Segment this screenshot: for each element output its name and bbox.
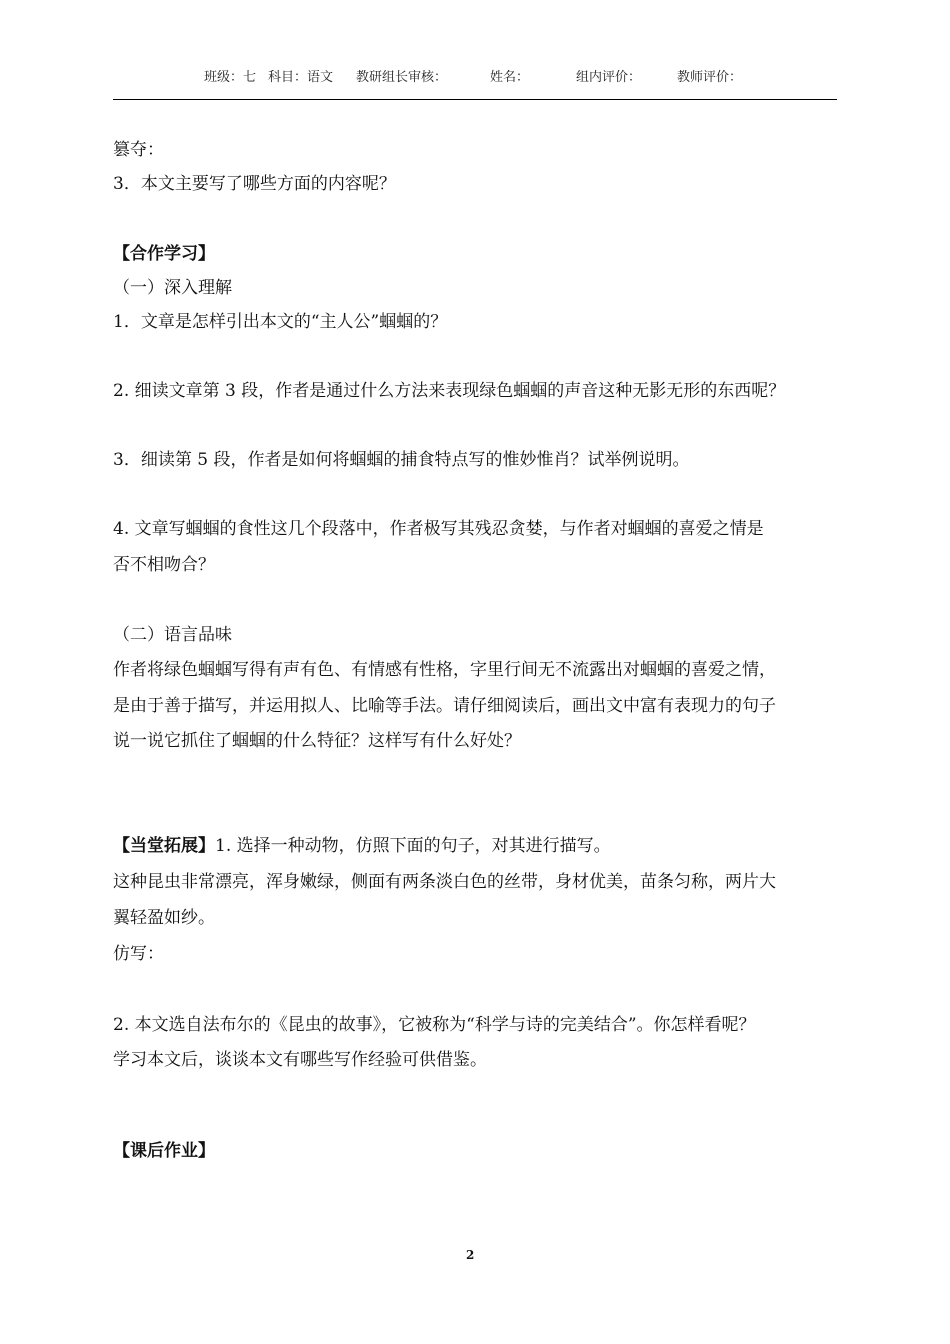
section-title-homework: 【课后作业】 xyxy=(113,1141,215,1161)
question: 2. 细读文章第 3 段，作者是通过什么方法来表现绿色蝈蝈的声音这种无影无形的东西呢？ xyxy=(113,381,786,401)
extension-question: 1. 选择一种动物，仿照下面的句子，对其进行描写。 xyxy=(215,836,611,856)
question: 4. 文章写蝈蝈的食性这几个段落中，作者极写其残忍贪婪，与作者对蝈蝈的喜爱之情是 xyxy=(113,519,764,539)
subsection-title: （一）深入理解 xyxy=(113,278,232,298)
text-line: 3．本文主要写了哪些方面的内容呢？ xyxy=(113,174,396,194)
extension-heading-line xyxy=(113,834,611,858)
subsection-title: （二）语言品味 xyxy=(113,625,232,645)
extension-question: 2. 本文选自法布尔的《昆虫的故事》，它被称为“科学与诗的完美结合”。你怎样看呢？ xyxy=(113,1015,756,1035)
group-eval-label: 组内评价： xyxy=(576,70,642,85)
imitate-label: 仿写： xyxy=(113,944,164,964)
paragraph-line: 说一说它抓住了蝈蝈的什么特征？这样写有什么好处？ xyxy=(113,731,521,751)
question: 3．细读第 5 段，作者是如何将蝈蝈的捕食特点写的惟妙惟肖？试举例说明。 xyxy=(113,450,690,470)
section-title-cooperative: 【合作学习】 xyxy=(113,244,215,264)
page-number: 2 xyxy=(466,1248,475,1262)
paragraph-line: 作者将绿色蝈蝈写得有声有色、有情感有性格，字里行间无不流露出对蝈蝈的喜爱之情， xyxy=(113,660,776,680)
example-sentence-continued: 翼轻盈如纱。 xyxy=(113,908,215,928)
extension-question: 学习本文后，谈谈本文有哪些写作经验可供借鉴。 xyxy=(113,1050,487,1070)
subject-label: 科目：语文 xyxy=(268,70,334,85)
section-title-extension: 【当堂拓展】 xyxy=(113,836,215,856)
name-label: 姓名： xyxy=(490,70,530,85)
teacher-eval-label: 教师评价： xyxy=(677,70,743,85)
question: 1．文章是怎样引出本文的“主人公”蝈蝈的？ xyxy=(113,312,448,332)
question-continued: 否不相吻合？ xyxy=(113,555,215,575)
reviewer-label: 教研组长审核： xyxy=(356,70,448,85)
header-divider xyxy=(113,99,837,100)
class-label: 班级：七 xyxy=(204,70,257,85)
example-sentence: 这种昆虫非常漂亮，浑身嫩绿，侧面有两条淡白色的丝带，身材优美，苗条匀称，两片大 xyxy=(113,872,776,892)
text-line: 篡夺： xyxy=(113,140,164,160)
page-header xyxy=(0,66,950,86)
paragraph-line: 是由于善于描写，并运用拟人、比喻等手法。请仔细阅读后，画出文中富有表现力的句子 xyxy=(113,696,776,716)
